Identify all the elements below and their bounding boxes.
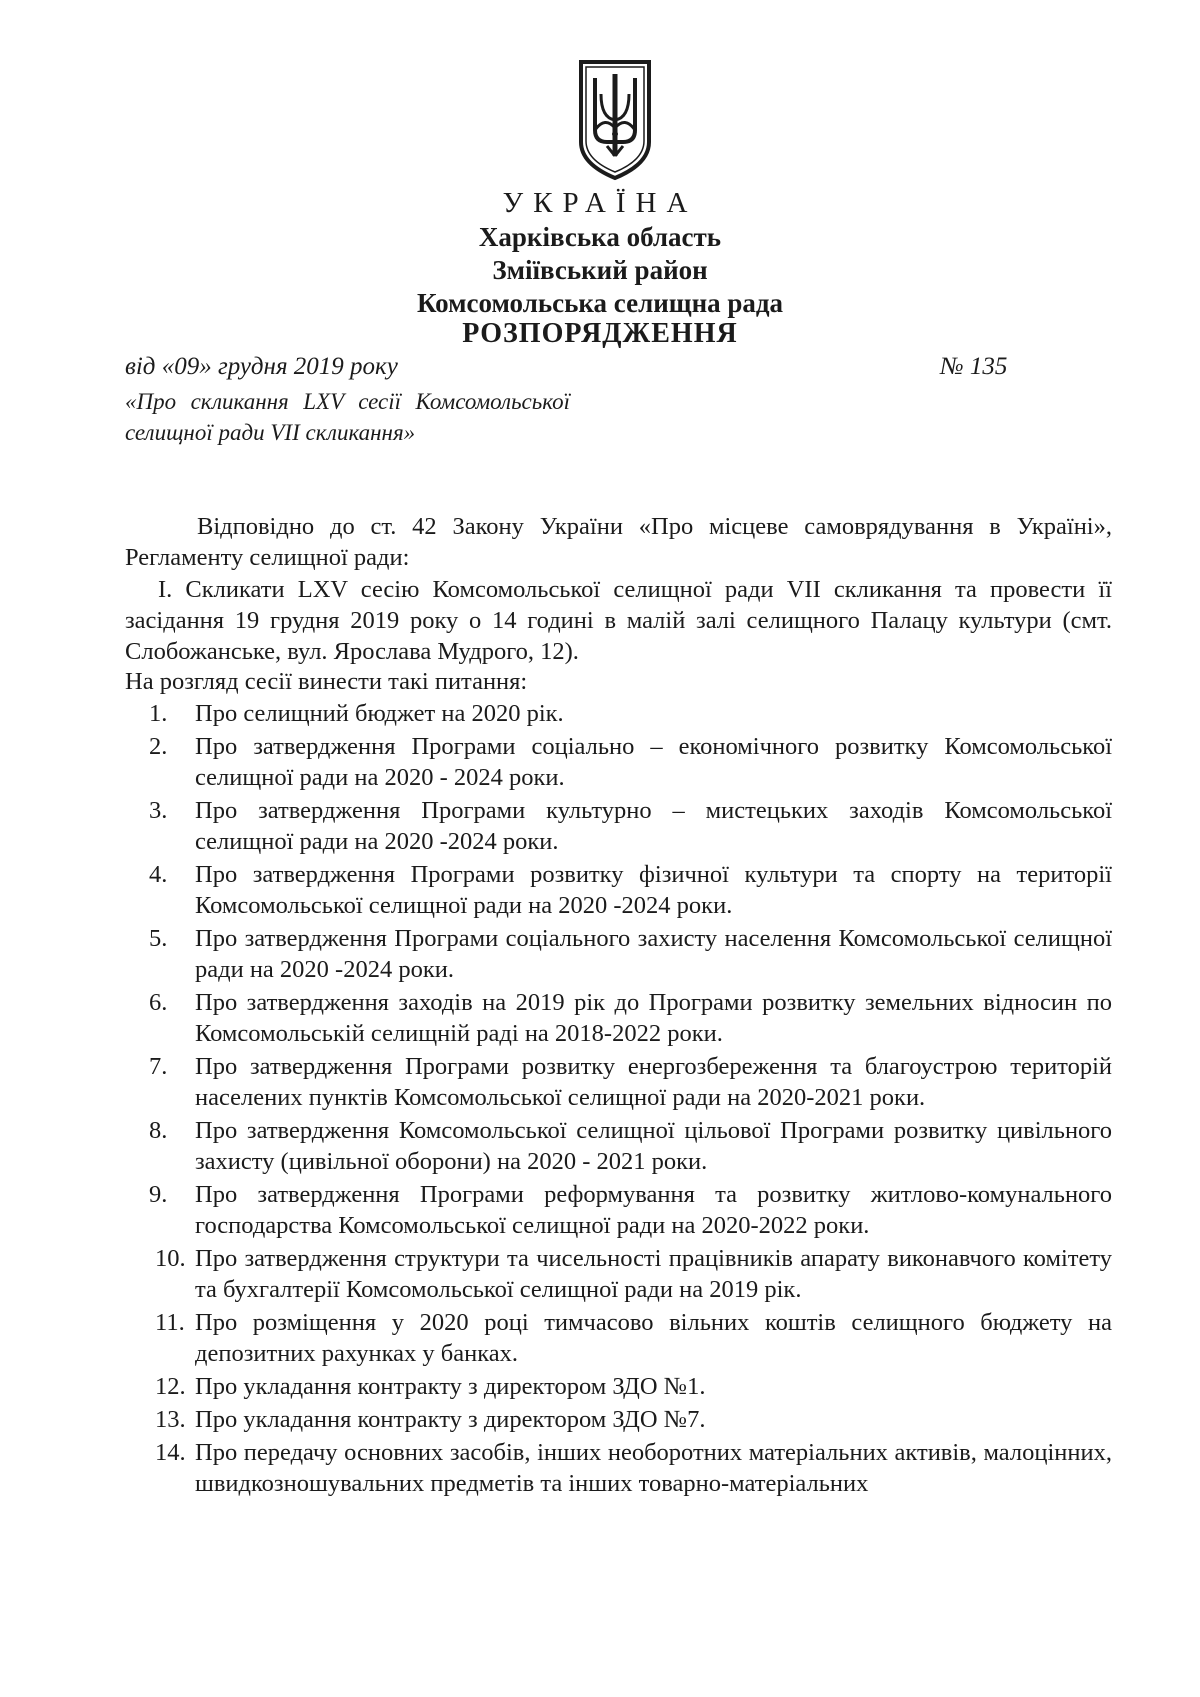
list-item bbox=[125, 1051, 1112, 1113]
item-number: 13. bbox=[155, 1406, 186, 1433]
item-text: Про затвердження Програми культурно – мистецьких заходів Комсомольської селищної ради на 2020 -2024 роки. bbox=[195, 797, 1112, 855]
item-number: 4. bbox=[149, 861, 168, 888]
list-item bbox=[125, 1243, 1112, 1305]
list-item bbox=[125, 1307, 1112, 1369]
item-text: Про затвердження Програми реформування та розвитку житлово-комунального господарства Комсомольської селищної ради на 2020-2022 роки. bbox=[195, 1181, 1112, 1239]
list-item bbox=[125, 795, 1112, 857]
country-heading: УКРАЇНА bbox=[502, 187, 698, 219]
item-text: Про затвердження структури та чисельності працівників апарату виконавчого комітету та бухгалтерії Комсомольської селищної ради на 2019 рік. bbox=[195, 1245, 1112, 1303]
clause-paragraph: І. Скликати LXV сесію Комсомольської селищної ради VII скликання та провести її засідання 19 грудня 2019 року о 14 годині в малій залі селищного Палацу культури (смт. Слобожанське, вул. Ярослава Мудрого, 12). bbox=[125, 576, 1112, 665]
item-text: Про затвердження заходів на 2019 рік до Програми розвитку земельних відносин по Комсомольській селищній раді на 2018-2022 роки. bbox=[195, 989, 1112, 1047]
item-text: Про укладання контракту з директором ЗДО №7. bbox=[195, 1406, 706, 1433]
item-text: Про затвердження Комсомольської селищної цільової Програми розвитку цивільного захисту (цивільної оборони) на 2020 - 2021 роки. bbox=[195, 1117, 1112, 1175]
document-type-heading: РОЗПОРЯДЖЕННЯ bbox=[462, 318, 738, 349]
item-text: Про затвердження Програми соціально – економічного розвитку Комсомольської селищної ради на 2020 - 2024 роки. bbox=[195, 733, 1112, 791]
item-text: Про укладання контракту з директором ЗДО №1. bbox=[195, 1373, 706, 1400]
list-item bbox=[125, 1404, 1112, 1435]
item-text: Про затвердження Програми розвитку фізичної культури та спорту на території Комсомольської селищної ради на 2020 -2024 роки. bbox=[195, 861, 1112, 919]
list-item bbox=[125, 698, 1112, 729]
item-number: 14. bbox=[155, 1439, 186, 1466]
item-number: 7. bbox=[149, 1053, 168, 1080]
rayon-heading: Зміївський район bbox=[492, 255, 708, 285]
item-text: Про затвердження Програми розвитку енергозбереження та благоустрою територій населених пунктів Комсомольської селищної ради на 2020-2021 роки. bbox=[195, 1053, 1112, 1111]
list-item bbox=[125, 859, 1112, 921]
item-number: 1. bbox=[149, 700, 168, 727]
item-number: 8. bbox=[149, 1117, 168, 1144]
list-item bbox=[125, 1437, 1112, 1499]
item-number: 6. bbox=[149, 989, 168, 1016]
item-number: 3. bbox=[149, 797, 168, 824]
item-text: Про затвердження Програми соціального захисту населення Комсомольської селищної ради на 2020 -2024 роки. bbox=[195, 925, 1112, 983]
item-number: 12. bbox=[155, 1373, 186, 1400]
document-subject: «Про скликання LXV сесії Комсомольської селищної ради VII скликання» bbox=[125, 389, 570, 445]
agenda-list bbox=[125, 698, 1112, 1501]
list-item bbox=[125, 1115, 1112, 1177]
oblast-heading: Харківська область bbox=[478, 222, 722, 252]
list-item bbox=[125, 923, 1112, 985]
list-item bbox=[125, 731, 1112, 793]
item-text: Про передачу основних засобів, інших необоротних матеріальних активів, малоцінних, швидкозношувальних предметів та інших товарно-матеріальних bbox=[195, 1439, 1112, 1497]
item-number: 5. bbox=[149, 925, 168, 952]
list-item bbox=[125, 1179, 1112, 1241]
list-item bbox=[125, 1371, 1112, 1402]
item-text: Про розміщення у 2020 році тимчасово вільних коштів селищного бюджету на депозитних рахунках у банках. bbox=[195, 1309, 1112, 1367]
item-number: 10. bbox=[155, 1245, 186, 1272]
document-number: № 135 bbox=[940, 353, 1008, 380]
item-text: Про селищний бюджет на 2020 рік. bbox=[195, 700, 564, 727]
item-number: 9. bbox=[149, 1181, 168, 1208]
item-number: 2. bbox=[149, 733, 168, 760]
document-date: від «09» грудня 2019 року bbox=[125, 353, 398, 380]
coat-of-arms-trident-icon bbox=[577, 58, 653, 182]
agenda-heading: На розгляд сесії винести такі питання: bbox=[125, 668, 528, 695]
item-number: 11. bbox=[155, 1309, 185, 1336]
council-heading: Комсомольська селищна рада bbox=[416, 288, 784, 318]
intro-paragraph: Відповідно до ст. 42 Закону України «Про місцеве самоврядування в Україні», Регламенту селищної ради: bbox=[125, 513, 1112, 571]
list-item bbox=[125, 987, 1112, 1049]
